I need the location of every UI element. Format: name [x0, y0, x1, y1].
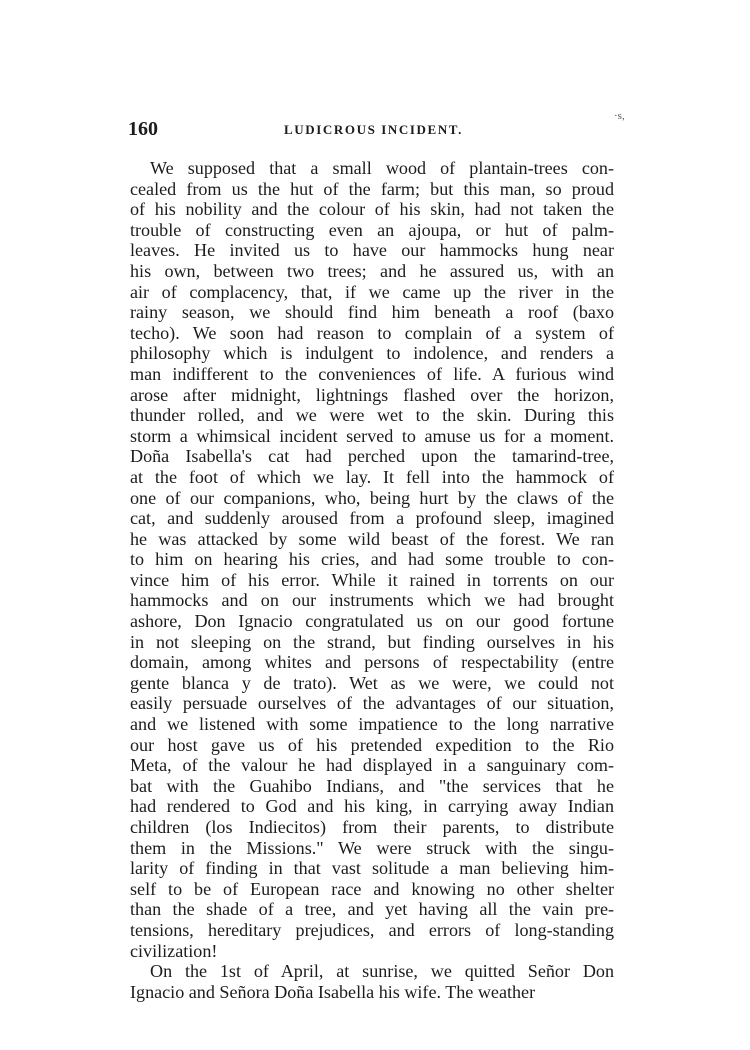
text-line: to him on hearing his cries, and had some trouble to con-	[130, 549, 614, 570]
text-line: Meta, of the valour he had displayed in a sanguinary com-	[130, 755, 614, 776]
text-line: than the shade of a tree, and yet having all the vain pre-	[130, 899, 614, 920]
text-line: We supposed that a small wood of plantain-trees con-	[150, 158, 614, 178]
text-line: air of complacency, that, if we came up the river in the	[130, 281, 614, 302]
text-line: rainy season, we should find him beneath a roof (baxo	[130, 302, 614, 323]
text-line: cealed from us the hut of the farm; but this man, so proud	[130, 178, 614, 199]
text-line: tensions, hereditary prejudices, and errors of long-standing	[130, 919, 614, 940]
text-line: easily persuade ourselves of the advantages of our situation,	[130, 693, 614, 714]
text-line: techo). We soon had reason to complain of a system of	[130, 322, 614, 343]
text-line: philosophy which is indulgent to indolence, and renders a	[130, 343, 614, 364]
text-line: self to be of European race and knowing no other shelter	[130, 878, 614, 899]
text-line: them in the Missions." We were struck with the singu-	[130, 837, 614, 858]
text-line: his own, between two trees; and he assured us, with an	[130, 260, 614, 281]
text-line: thunder rolled, and we were wet to the skin. During this	[130, 405, 614, 426]
text-line: Doña Isabella's cat had perched upon the tamarind-tree,	[130, 446, 614, 467]
text-line: arose after midnight, lightnings flashed over the horizon,	[130, 384, 614, 405]
text-line: of his nobility and the colour of his skin, had not taken the	[130, 199, 614, 220]
text-line: On the 1st of April, at sunrise, we quitted Señor Don	[150, 961, 614, 982]
text-line: man indifferent to the conveniences of life. A furious wind	[130, 363, 614, 384]
text-line: bat with the Guahibo Indians, and "the services that he	[130, 775, 614, 796]
running-head: LUDICROUS INCIDENT.	[284, 122, 463, 137]
text-line: domain, among whites and persons of respectability (entre	[130, 652, 614, 673]
text-line: children (los Indiecitos) from their parents, to distribute	[130, 817, 614, 837]
text-line: leaves. He invited us to have our hammocks hung near	[130, 240, 614, 261]
text-line: gente blanca y de trato). Wet as we were, we could not	[130, 672, 614, 693]
page-number: 160	[128, 118, 158, 140]
text-line: he was attacked by some wild beast of the forest. We ran	[130, 528, 614, 549]
text-line: civilization!	[130, 940, 218, 961]
text-line: hammocks and on our instruments which we had brought	[130, 590, 614, 611]
text-line: in not sleeping on the strand, but finding ourselves in his	[130, 631, 614, 652]
text-line: trouble of constructing even an ajoupa, or hut of palm-	[130, 219, 614, 240]
text-line: and we listened with some impatience to the long narrative	[130, 714, 614, 735]
text-line: vince him of his error. While it rained in torrents on our	[130, 569, 614, 590]
text-line: larity of finding in that vast solitude a man believing him-	[130, 858, 614, 879]
text-line: our host gave us of his pretended expedition to the Rio	[130, 734, 614, 755]
text-line: storm a whimsical incident served to amuse us for a moment.	[130, 425, 614, 446]
page-header	[128, 118, 618, 146]
text-line: ashore, Don Ignacio congratulated us on our good fortune	[130, 611, 614, 632]
text-line: one of our companions, who, being hurt by the claws of the	[130, 487, 614, 508]
text-line: had rendered to God and his king, in carrying away Indian	[130, 796, 614, 817]
text-line: Ignacio and Señora Doña Isabella his wife. The weather	[130, 981, 536, 1002]
text-line: at the foot of which we lay. It fell into the hammock of	[130, 466, 614, 487]
body-text	[130, 158, 614, 1002]
margin-mark: ·s,	[614, 110, 625, 122]
text-line: cat, and suddenly aroused from a profound sleep, imagined	[130, 508, 614, 529]
